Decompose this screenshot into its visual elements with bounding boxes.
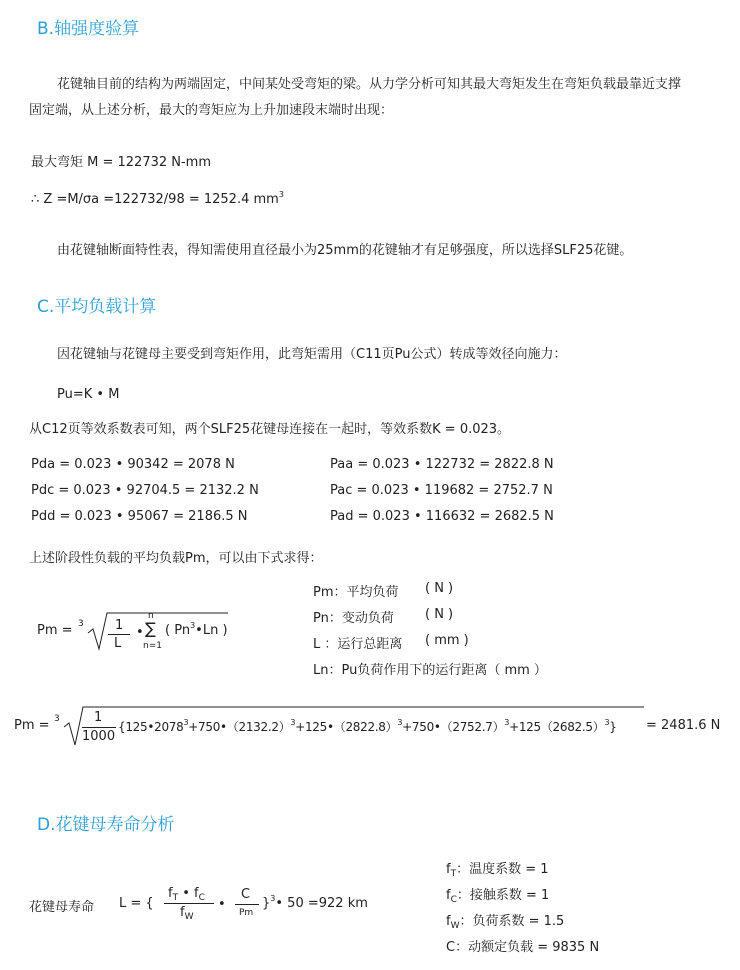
k-factor-text: 从C12页等效系数表可知，两个SLF25花键母连接在一起时，等效系数K = 0.023。 [29, 422, 511, 437]
paragraph-line: 花键轴目前的结构为两端固定，中间某处受弯矩的梁。从力学分析可知其最大弯矩发生在弯矩负载最靠近支撑 [57, 77, 682, 92]
dot-operator: • [136, 625, 144, 640]
load-equation: Pac = 0.023 • 119682 = 2752.7 N [330, 483, 553, 498]
dot-operator: • [218, 897, 226, 912]
legend-row: Ln：Pu负荷作用下的运行距离（ mm ） [313, 663, 547, 678]
fraction-bar [164, 903, 214, 904]
paragraph-line: 固定端，从上述分析，最大的弯矩应为上升加速段末端时出现： [29, 103, 394, 118]
fraction-numerator: C [241, 887, 251, 902]
sum-lower-limit: n=1 [143, 641, 162, 651]
fraction-bar [108, 634, 130, 635]
pu-formula: Pu=K • M [57, 387, 120, 402]
section-modulus-equation: ∴ Z =M/σa =122732/98 = 1252.4 $mm^3$ [31, 190, 284, 207]
formula-lhs: Pm = [37, 623, 73, 638]
root-index: 3 [54, 714, 60, 724]
root-index: 3 [78, 619, 84, 629]
factor-row: C：动额定负载 = 9835 N [446, 940, 600, 955]
average-load-intro: 上述阶段性负载的平均负载Pm，可以由下式求得： [29, 551, 323, 566]
formula-lhs: L = { [119, 896, 154, 911]
max-moment-equation: 最大弯矩 M = 122732 N-mm [31, 155, 212, 170]
load-equation: Pdd = 0.023 • 95067 = 2186.5 N [31, 509, 248, 524]
formula-body: $\{125•2078^3+750•(2132.2)^3+125•(2822.8)^3+750•(2752.7)^3+125(2682.5)^3\}$ [118, 718, 617, 734]
sum-body: ( Pn$^3$•Ln ) [165, 621, 228, 638]
formula-tail: }$^3$• 50 =922 km [262, 894, 368, 911]
fraction-numerator: $f_T$ • $f_C$ [168, 886, 205, 903]
section-c-heading: C.平均负载计算 [37, 297, 157, 317]
legend-row: L ：运行总距离 ( mm ) [313, 633, 469, 652]
fraction-bar [82, 727, 116, 728]
conclusion-text: 由花键轴断面特性表，得知需使用直径最小为25mm的花键轴才有足够强度，所以选择SLF25花键。 [57, 243, 633, 258]
load-equation: Pda = 0.023 • 90342 = 2078 N [31, 457, 235, 472]
legend-row: Pn：变动负荷 ( N ) [313, 607, 454, 626]
section-b-heading: B.轴强度验算 [37, 19, 140, 39]
intro-text: 因花键轴与花键母主要受到弯矩作用，此弯矩需用（C11页Pu公式）转成等效径向施力： [57, 347, 567, 362]
factor-row: $f_T$：温度系数 = 1 [446, 862, 549, 879]
fraction-bar [235, 904, 259, 905]
fraction-denominator: 1000 [82, 729, 116, 744]
load-equation: Pdc = 0.023 • 92704.5 = 2132.2 N [31, 483, 259, 498]
legend-row: Pm：平均负荷 ( N ) [313, 581, 454, 600]
fraction-denominator: $f_W$ [180, 905, 194, 922]
factor-row: $f_W$：负荷系数 = 1.5 [446, 914, 565, 931]
formula-result: = 2481.6 N [646, 718, 721, 733]
sum-upper-limit: n [148, 611, 154, 621]
fraction-numerator: 1 [115, 618, 124, 633]
fraction-numerator: 1 [94, 710, 103, 725]
formula-lhs: Pm = [14, 718, 50, 733]
load-equation: Paa = 0.023 • 122732 = 2822.8 N [330, 457, 554, 472]
factor-row: $f_C$：接触系数 = 1 [446, 888, 550, 905]
fraction-denominator: L [114, 636, 122, 651]
sum-symbol: ∑ [145, 619, 156, 638]
load-equation: Pad = 0.023 • 116632 = 2682.5 N [330, 509, 554, 524]
fraction-denominator: Pm [239, 908, 254, 918]
section-d-heading: D.花键母寿命分析 [37, 815, 175, 835]
life-label: 花键母寿命 [29, 900, 95, 915]
